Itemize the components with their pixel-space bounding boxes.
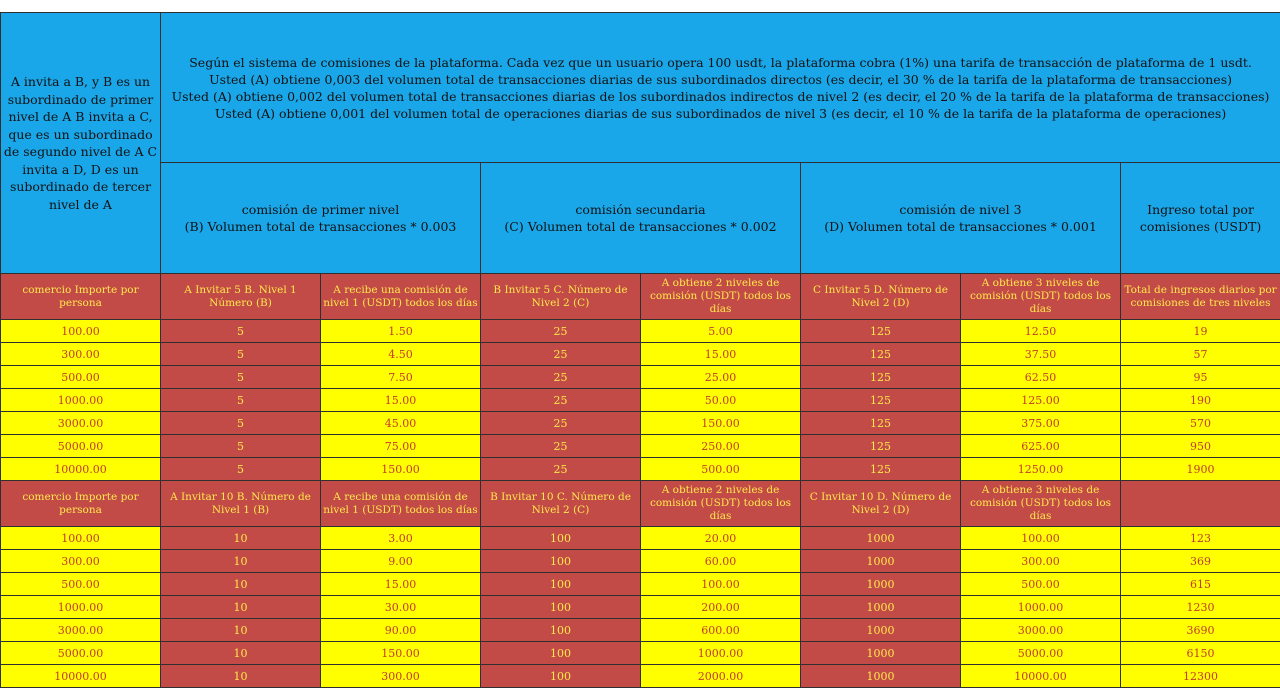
level-2-daily-cell: 20.00 [641, 527, 801, 550]
amount-cell: 100.00 [1, 527, 161, 550]
amount-cell: 500.00 [1, 366, 161, 389]
level-3-title: comisión de nivel 3 [803, 201, 1118, 218]
level-2-count-cell: 25 [481, 412, 641, 435]
level-2-daily-cell: 15.00 [641, 343, 801, 366]
level-2-count-cell: 25 [481, 389, 641, 412]
amount-cell: 5000.00 [1, 642, 161, 665]
level-3-count-header: C Invitar 5 D. Número de Nivel 2 (D) [801, 274, 961, 320]
level-2-count-cell: 100 [481, 596, 641, 619]
level-1-daily-cell: 1.50 [321, 320, 481, 343]
table-row [1, 320, 1280, 343]
level-3-daily-cell: 1250.00 [961, 458, 1121, 481]
amount-cell: 1000.00 [1, 596, 161, 619]
amount-cell: 10000.00 [1, 665, 161, 688]
rule-line: Usted (A) obtiene 0,001 del volumen total de operaciones diarias de sus subordinados de nivel 3 (es decir, el 10 % de la tarifa de la plataforma de operaciones) [165, 105, 1276, 122]
daily-total-cell: 1230 [1121, 596, 1280, 619]
table-row [1, 412, 1280, 435]
daily-total-cell: 6150 [1121, 642, 1280, 665]
level-1-daily-cell: 15.00 [321, 389, 481, 412]
daily-total-cell: 369 [1121, 550, 1280, 573]
commission-rules [161, 13, 1280, 163]
level-3-daily-cell: 100.00 [961, 527, 1121, 550]
daily-total-cell: 570 [1121, 412, 1280, 435]
level-1-count-cell: 5 [161, 412, 321, 435]
level-3-formula: (D) Volumen total de transacciones * 0.001 [803, 218, 1118, 235]
rule-line: Según el sistema de comisiones de la plataforma. Cada vez que un usuario opera 100 usdt, la plataforma cobra (1%) una tarifa de transacción de plataforma de 1 usdt. [165, 54, 1276, 71]
daily-total-cell: 12300 [1121, 665, 1280, 688]
level-1-daily-cell: 300.00 [321, 665, 481, 688]
amount-cell: 500.00 [1, 573, 161, 596]
level-2-daily-header: A obtiene 2 niveles de comisión (USDT) todos los días [641, 274, 801, 320]
level-1-count-header: A Invitar 10 B. Número de Nivel 1 (B) [161, 481, 321, 527]
level-3-daily-cell: 62.50 [961, 366, 1121, 389]
level-1-daily-cell: 90.00 [321, 619, 481, 642]
section-header-row [1, 274, 1280, 320]
level-1-count-cell: 5 [161, 389, 321, 412]
level-2-count-cell: 100 [481, 619, 641, 642]
table-row [1, 665, 1280, 688]
amount-cell: 300.00 [1, 550, 161, 573]
level-3-daily-cell: 1000.00 [961, 596, 1121, 619]
level-1-count-cell: 5 [161, 458, 321, 481]
level-2-daily-header: A obtiene 2 niveles de comisión (USDT) todos los días [641, 481, 801, 527]
total-commission-header: Ingreso total por comisiones (USDT) [1121, 163, 1280, 274]
level-2-commission-header [481, 163, 801, 274]
level-1-daily-cell: 3.00 [321, 527, 481, 550]
level-2-daily-cell: 100.00 [641, 573, 801, 596]
level-1-count-cell: 5 [161, 366, 321, 389]
amount-cell: 10000.00 [1, 458, 161, 481]
table-row [1, 619, 1280, 642]
level-2-count-header: B Invitar 10 C. Número de Nivel 2 (C) [481, 481, 641, 527]
level-1-count-cell: 10 [161, 665, 321, 688]
amount-cell: 5000.00 [1, 435, 161, 458]
amount-cell: 300.00 [1, 343, 161, 366]
level-1-daily-cell: 9.00 [321, 550, 481, 573]
level-3-daily-header: A obtiene 3 niveles de comisión (USDT) todos los días [961, 481, 1121, 527]
rule-line: Usted (A) obtiene 0,003 del volumen total de transacciones diarias de sus subordinados directos (es decir, el 30 % de la tarifa de la plataforma de transacciones) [165, 71, 1276, 88]
level-3-daily-cell: 5000.00 [961, 642, 1121, 665]
level-2-count-cell: 100 [481, 550, 641, 573]
level-3-count-cell: 1000 [801, 642, 961, 665]
level-1-daily-cell: 30.00 [321, 596, 481, 619]
level-3-daily-cell: 125.00 [961, 389, 1121, 412]
level-1-daily-cell: 15.00 [321, 573, 481, 596]
level-2-count-cell: 25 [481, 435, 641, 458]
level-1-count-cell: 10 [161, 550, 321, 573]
level-2-title: comisión secundaria [483, 201, 798, 218]
level-1-daily-cell: 45.00 [321, 412, 481, 435]
level-3-daily-cell: 500.00 [961, 573, 1121, 596]
level-1-daily-cell: 150.00 [321, 642, 481, 665]
amount-header: comercio Importe por persona [1, 481, 161, 527]
level-2-count-cell: 100 [481, 573, 641, 596]
table-row [1, 343, 1280, 366]
table-row [1, 389, 1280, 412]
level-2-daily-cell: 600.00 [641, 619, 801, 642]
level-2-count-cell: 25 [481, 320, 641, 343]
level-2-formula: (C) Volumen total de transacciones * 0.002 [483, 218, 798, 235]
level-3-count-cell: 125 [801, 458, 961, 481]
level-2-count-cell: 100 [481, 665, 641, 688]
level-2-daily-cell: 250.00 [641, 435, 801, 458]
level-3-count-cell: 1000 [801, 665, 961, 688]
level-3-commission-header [801, 163, 1121, 274]
level-3-count-cell: 125 [801, 389, 961, 412]
level-1-daily-cell: 7.50 [321, 366, 481, 389]
level-3-count-cell: 125 [801, 320, 961, 343]
level-3-count-cell: 1000 [801, 573, 961, 596]
level-3-daily-cell: 375.00 [961, 412, 1121, 435]
level-3-daily-cell: 625.00 [961, 435, 1121, 458]
level-1-formula: (B) Volumen total de transacciones * 0.003 [163, 218, 478, 235]
daily-total-cell: 615 [1121, 573, 1280, 596]
table-row [1, 366, 1280, 389]
level-1-count-cell: 5 [161, 343, 321, 366]
level-2-count-header: B Invitar 5 C. Número de Nivel 2 (C) [481, 274, 641, 320]
level-2-daily-cell: 25.00 [641, 366, 801, 389]
level-1-daily-header: A recibe una comisión de nivel 1 (USDT) todos los días [321, 274, 481, 320]
amount-cell: 3000.00 [1, 619, 161, 642]
daily-total-cell: 57 [1121, 343, 1280, 366]
level-1-count-cell: 5 [161, 320, 321, 343]
daily-total-header [1121, 481, 1280, 527]
level-1-commission-header [161, 163, 481, 274]
level-1-count-cell: 10 [161, 527, 321, 550]
daily-total-cell: 190 [1121, 389, 1280, 412]
level-1-daily-header: A recibe una comisión de nivel 1 (USDT) todos los días [321, 481, 481, 527]
level-2-daily-cell: 500.00 [641, 458, 801, 481]
level-2-daily-cell: 60.00 [641, 550, 801, 573]
section-header-row [1, 481, 1280, 527]
level-1-daily-cell: 4.50 [321, 343, 481, 366]
referral-explanation: A invita a B, y B es un subordinado de primer nivel de A B invita a C, que es un subordinado de segundo nivel de A C invita a D, D es un subordinado de tercer nivel de A [1, 13, 161, 274]
level-2-count-cell: 25 [481, 343, 641, 366]
table-row [1, 550, 1280, 573]
level-2-daily-cell: 50.00 [641, 389, 801, 412]
level-1-daily-cell: 150.00 [321, 458, 481, 481]
level-3-daily-cell: 10000.00 [961, 665, 1121, 688]
amount-cell: 100.00 [1, 320, 161, 343]
daily-total-cell: 123 [1121, 527, 1280, 550]
rule-line: Usted (A) obtiene 0,002 del volumen total de transacciones diarias de los subordinados indirectos de nivel 2 (es decir, el 20 % de la tarifa de la plataforma de transacciones) [165, 88, 1276, 105]
level-1-count-header: A Invitar 5 B. Nivel 1 Número (B) [161, 274, 321, 320]
amount-cell: 1000.00 [1, 389, 161, 412]
level-3-count-cell: 125 [801, 412, 961, 435]
level-3-count-cell: 1000 [801, 619, 961, 642]
level-1-count-cell: 10 [161, 596, 321, 619]
level-3-count-cell: 125 [801, 343, 961, 366]
level-3-daily-cell: 37.50 [961, 343, 1121, 366]
daily-total-cell: 95 [1121, 366, 1280, 389]
table-row [1, 596, 1280, 619]
daily-total-cell: 3690 [1121, 619, 1280, 642]
level-2-daily-cell: 150.00 [641, 412, 801, 435]
level-2-count-cell: 25 [481, 366, 641, 389]
level-1-count-cell: 10 [161, 573, 321, 596]
level-3-count-cell: 1000 [801, 527, 961, 550]
table-row [1, 458, 1280, 481]
amount-cell: 3000.00 [1, 412, 161, 435]
level-1-daily-cell: 75.00 [321, 435, 481, 458]
level-2-daily-cell: 5.00 [641, 320, 801, 343]
level-3-daily-cell: 3000.00 [961, 619, 1121, 642]
amount-header: comercio Importe por persona [1, 274, 161, 320]
level-1-title: comisión de primer nivel [163, 201, 478, 218]
level-3-count-cell: 125 [801, 366, 961, 389]
level-2-daily-cell: 2000.00 [641, 665, 801, 688]
table-row [1, 573, 1280, 596]
level-3-count-cell: 1000 [801, 596, 961, 619]
level-3-daily-cell: 300.00 [961, 550, 1121, 573]
level-2-count-cell: 100 [481, 527, 641, 550]
level-3-daily-cell: 12.50 [961, 320, 1121, 343]
level-3-count-header: C Invitar 10 D. Número de Nivel 2 (D) [801, 481, 961, 527]
level-3-count-cell: 1000 [801, 550, 961, 573]
daily-total-cell: 19 [1121, 320, 1280, 343]
level-1-count-cell: 10 [161, 642, 321, 665]
level-3-daily-header: A obtiene 3 niveles de comisión (USDT) todos los días [961, 274, 1121, 320]
level-3-count-cell: 125 [801, 435, 961, 458]
daily-total-header: Total de ingresos diarios por comisiones de tres niveles [1121, 274, 1280, 320]
level-2-count-cell: 100 [481, 642, 641, 665]
level-1-count-cell: 10 [161, 619, 321, 642]
table-row [1, 527, 1280, 550]
daily-total-cell: 1900 [1121, 458, 1280, 481]
table-row [1, 435, 1280, 458]
level-2-daily-cell: 200.00 [641, 596, 801, 619]
level-2-daily-cell: 1000.00 [641, 642, 801, 665]
daily-total-cell: 950 [1121, 435, 1280, 458]
commission-table [0, 12, 1280, 688]
table-row [1, 642, 1280, 665]
level-1-count-cell: 5 [161, 435, 321, 458]
level-2-count-cell: 25 [481, 458, 641, 481]
